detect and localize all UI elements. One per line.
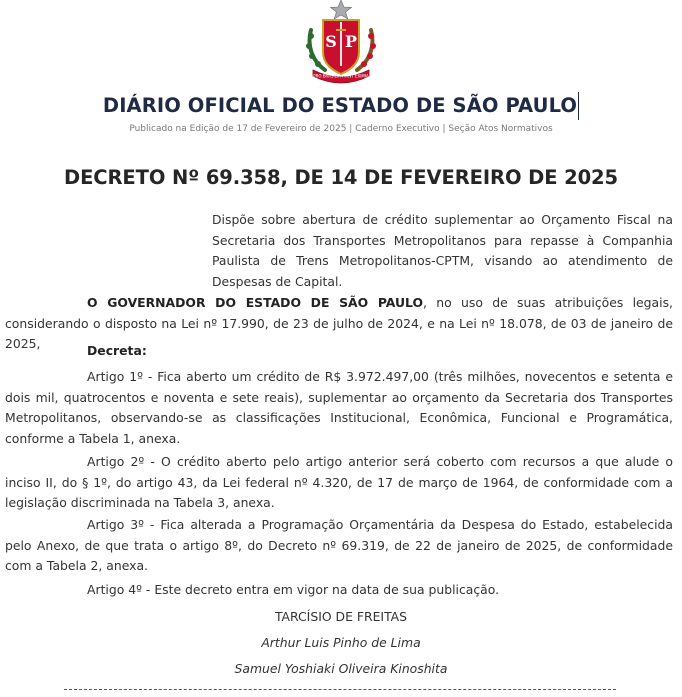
sao-paulo-coat-of-arms-icon: [303, 0, 379, 84]
preamble-governor: O GOVERNADOR DO ESTADO DE SÃO PAULO: [87, 295, 424, 310]
decree-title: DECRETO Nº 69.358, DE 14 DE FEVEREIRO DE 2025: [64, 166, 618, 189]
seal-letter-p: P: [344, 32, 358, 51]
signature-governor: TARCÍSIO DE FREITAS: [274, 609, 408, 624]
decree-ementa: Dispõe sobre abertura de crédito suplementar ao Orçamento Fiscal na Secretaria dos Transportes Metropolitanos para repasse à Companhia Paulista de Trens Metropolitanos-CPTM, visando ao atendimento de Despesas de Capital.: [212, 212, 673, 289]
decreta-heading: Decreta:: [87, 343, 147, 358]
seal-letter-s: S: [325, 32, 337, 51]
section-divider: [64, 689, 616, 690]
signature-secretary-2: Samuel Yoshiaki Oliveira Kinoshita: [234, 661, 448, 676]
article-2: Artigo 2º - O crédito aberto pelo artigo anterior será coberto com recursos a que alude o inciso II, do § 1º, do artigo 43, da Lei federal nº 4.320, de 17 de março de 1964, de conformidade com a legislação discriminada na Tabela 3, anexa.: [5, 454, 673, 510]
preamble-text: , no uso de suas atribuições legais, considerando o disposto na Lei nº 17.990, de 23 de julho de 2024, e na Lei nº 18.078, de 03 de janeiro de 2025,: [5, 295, 673, 351]
masthead: [0, 92, 682, 120]
publication-info: Publicado na Edição de 17 de Fevereiro de 2025 | Caderno Executivo | Seção Atos Normativos: [129, 124, 553, 134]
article-1: Artigo 1º - Fica aberto um crédito de R$ 3.972.497,00 (três milhões, novecentos e setenta e dois mil, quatrocentos e noventa e sete reais), suplementar ao orçamento da Secretaria dos Transportes Metropolitanos, observando-se as classificações Institucional, Econômica, Funcional e Programática, conforme a Tabela 1, anexa.: [5, 369, 673, 446]
seal-motto: PRO BRASILIA FIANT EXIMIA: [313, 73, 369, 79]
article-3: Artigo 3º - Fica alterada a Programação Orçamentária da Despesa do Estado, estabelecida pelo Anexo, de que trata o artigo 8º, do Decreto nº 69.319, de 22 de janeiro de 2025, de conformidade com a Tabela 2, anexa.: [5, 517, 673, 573]
signature-secretary-1: Arthur Luis Pinho de Lima: [261, 635, 421, 650]
article-4: Artigo 4º - Este decreto entra em vigor na data de sua publicação.: [87, 582, 500, 597]
masthead-title: DIÁRIO OFICIAL DO ESTADO DE SÃO PAULO: [103, 92, 579, 120]
